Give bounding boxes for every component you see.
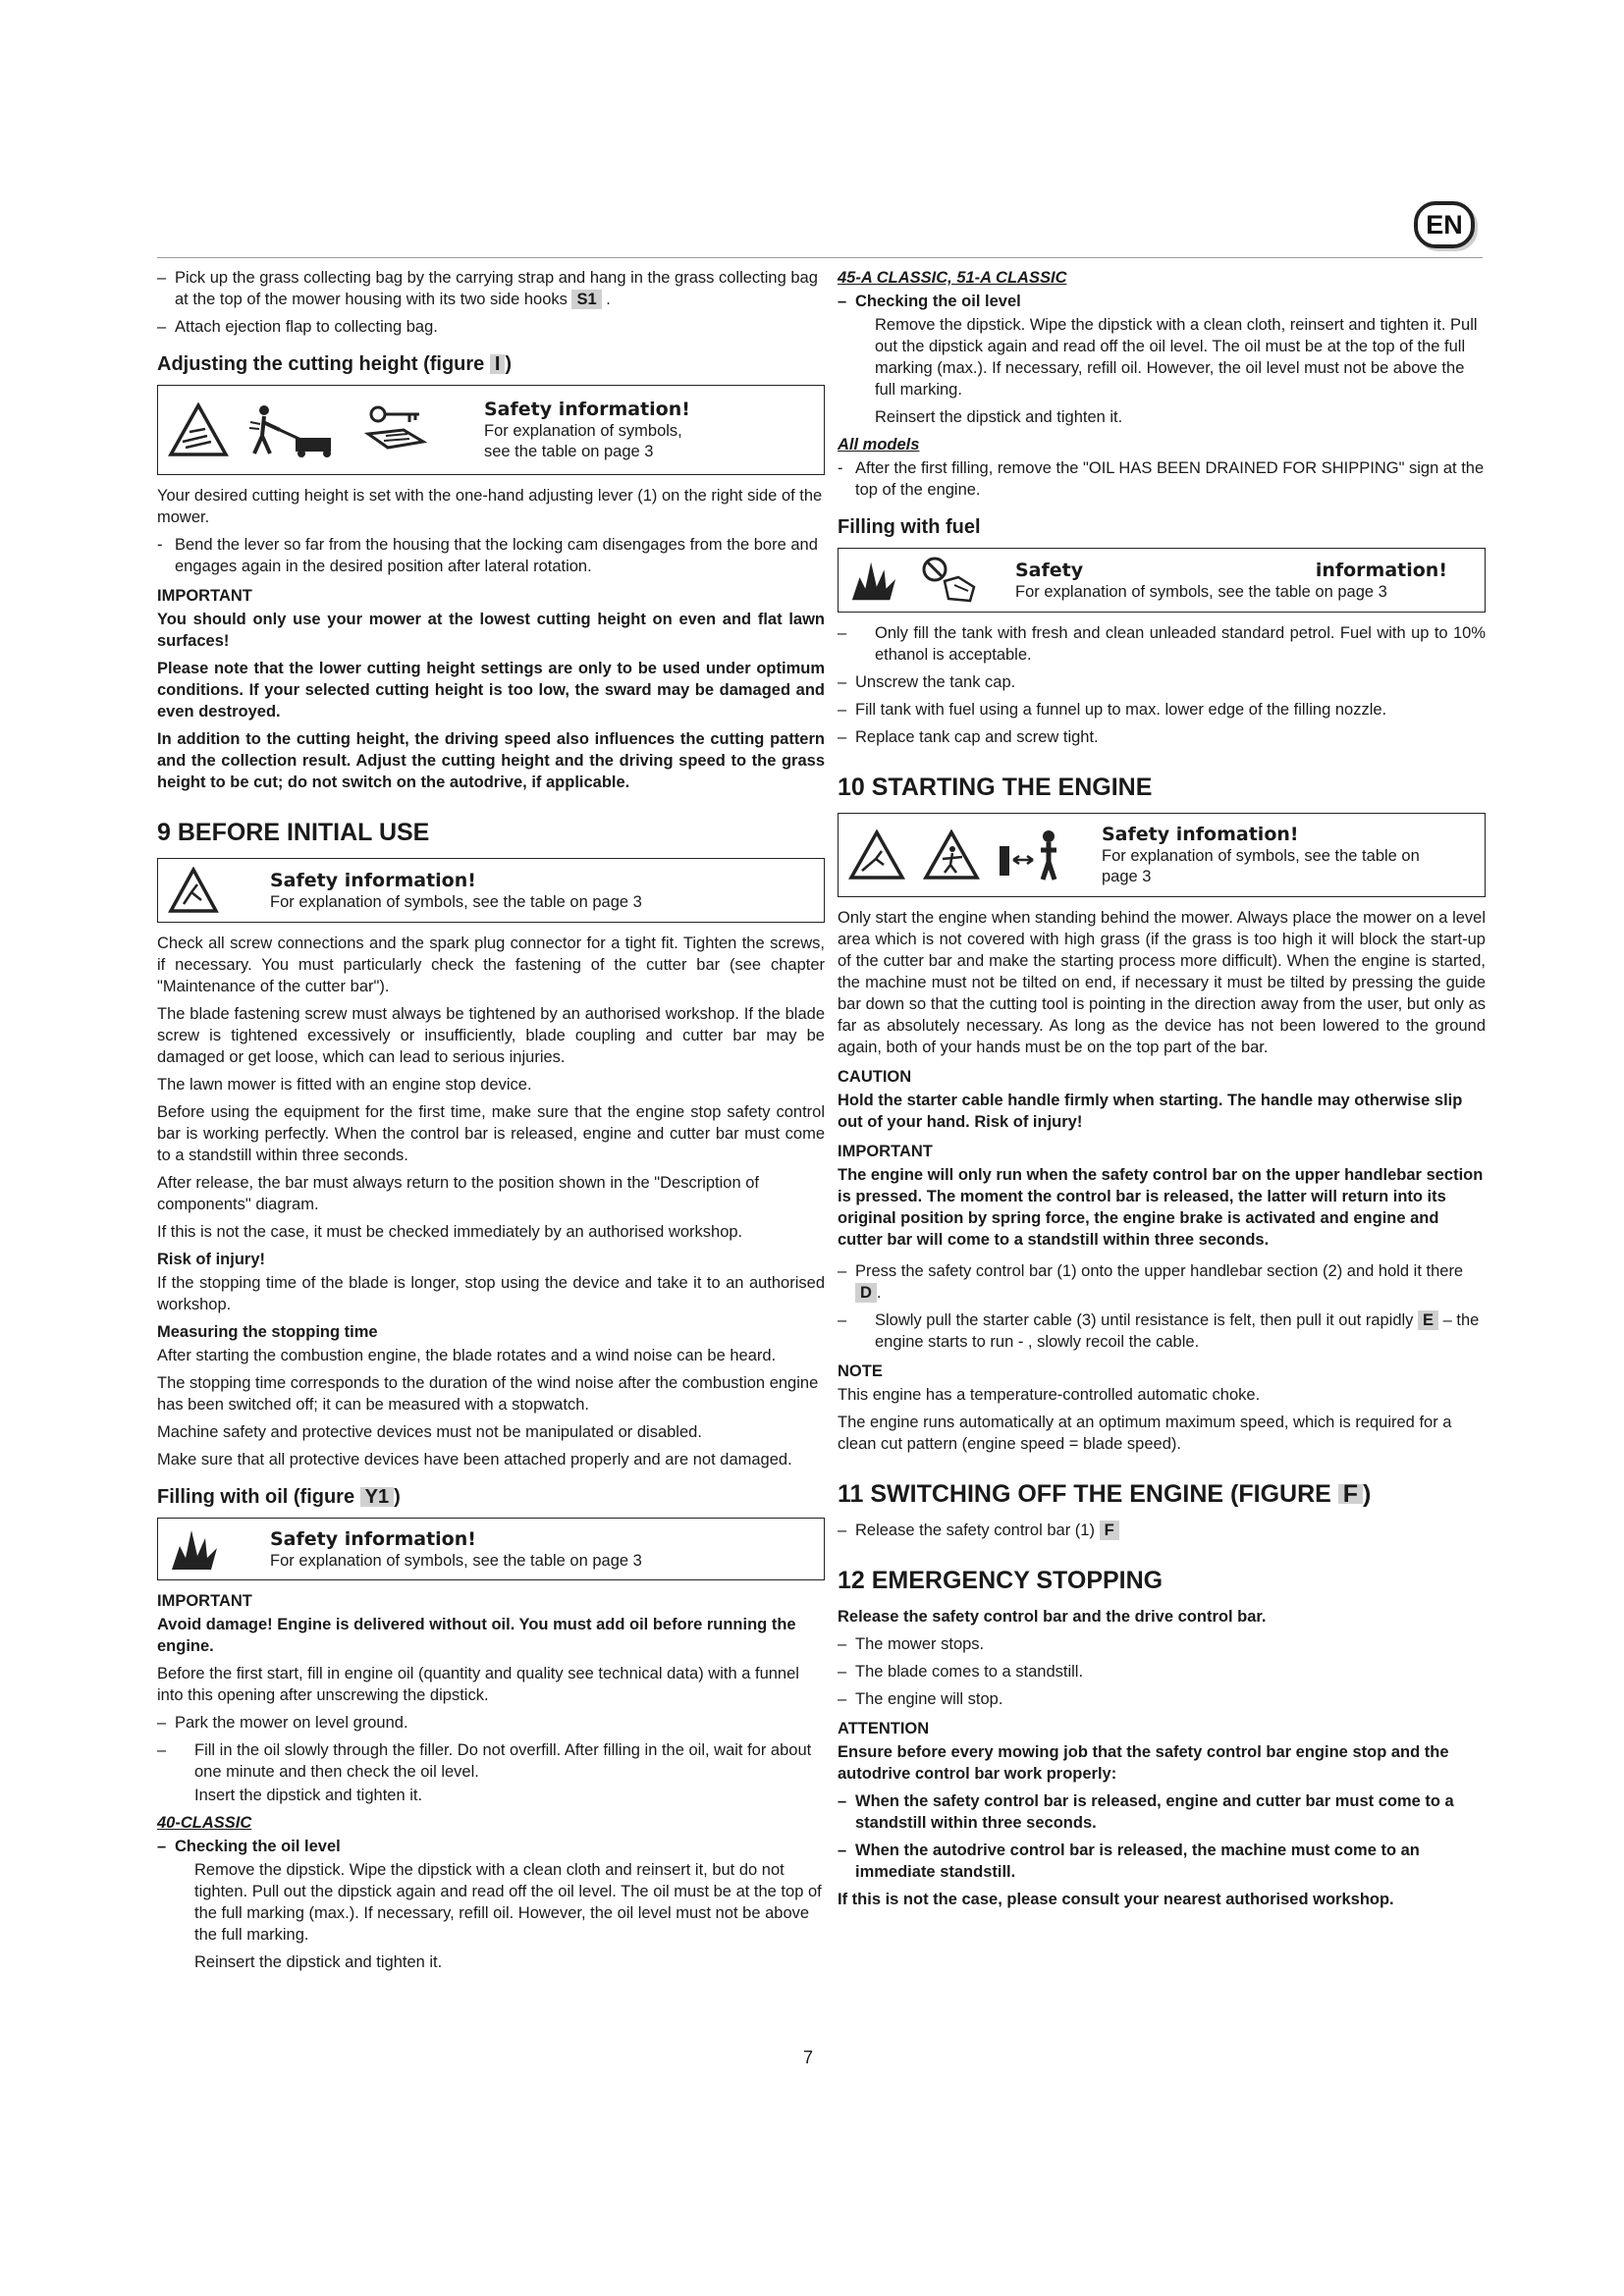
important-text: The engine will only run when the safety control bar on the upper handlebar section is pressed. The moment the control bar is released, the latter will return into its original position by spring force, the engine brake is activated and engine and cutter bar will come to a standstill within three seconds. (838, 1166, 1484, 1249)
paragraph: If this is not the case, it must be checked immediately by an authorised workshop. (157, 1223, 743, 1241)
paragraph: Remove the dipstick. Wipe the dipstick with a clean cloth and reinsert it, but do not tighten. Pull out the dipstick again and read off the oil level. The oil must be at the top of the full marking (max.). If necessary, refill oil. However, the oil level must not be above the full marking. (194, 1861, 822, 1944)
thrown-object-warning-icon (923, 829, 980, 881)
person-pushing-mower-icon (246, 402, 341, 457)
paragraph: Reinsert the dipstick and tighten it. (875, 408, 1123, 426)
figure-ref-y1: Y1 (360, 1487, 394, 1507)
left-column (157, 267, 825, 1979)
paragraph: Before using the equipment for the first time, make sure that the engine stop safety control bar is working perfectly. When the control bar is released, engine and cutter bar must come to a standstill within three seconds. (157, 1103, 825, 1164)
paragraph: Before the first start, fill in engine oil (quantity and quality see technical data) with a funnel into this opening after unscrewing the dipstick. (157, 1665, 799, 1704)
list-item: – Release the safety control bar (1) F (838, 1520, 1486, 1541)
safety-box-oil: Safety information! For explanation of symbols, see the table on page 3 (157, 1518, 825, 1580)
figure-ref-f: F (1100, 1521, 1119, 1540)
paragraph: After release, the bar must always return to the position shown in the "Description of components" diagram. (157, 1174, 759, 1213)
section-heading-starting-engine: 10 STARTING THE ENGINE (838, 774, 1153, 801)
list-item: – Unscrew the tank cap. (838, 673, 1016, 691)
paragraph: Your desired cutting height is set with the one-hand adjusting lever (1) on the right side of the mower. (157, 487, 823, 526)
paragraph: After starting the combustion engine, the blade rotates and a wind noise can be heard. (157, 1347, 777, 1364)
note-label: NOTE (838, 1362, 883, 1380)
explosion-icon (848, 558, 897, 603)
important-text: Please note that the lower cutting height settings are only to be used under optimum conditions. If your selected cutting height is too low, the sward may be damaged and even destroyed. (157, 660, 825, 721)
section-heading-before-initial-use: 9 BEFORE INITIAL USE (157, 819, 430, 846)
paragraph: The engine runs automatically at an optimum maximum speed, which is required for a clean cut pattern (engine speed = blade speed). (838, 1414, 1452, 1453)
list-item: - After the first filling, remove the "OIL HAS BEEN DRAINED FOR SHIPPING" sign at the top of the engine. (838, 459, 1485, 499)
safety-box-before-use: Safety information! For explanation of symbols, see the table on page 3 (157, 858, 825, 923)
right-column (838, 267, 1486, 1916)
list-item: – Only fill the tank with fresh and clean unleaded standard petrol. Fuel with up to 10% ethanol is acceptable. (838, 624, 1486, 664)
list-item: – The mower stops. (838, 1635, 985, 1653)
list-item: - Bend the lever so far from the housing that the locking cam disengages from the bore and engages again in the desired position after lateral rotation. (157, 536, 818, 575)
paragraph: Insert the dipstick and tighten it. (194, 1787, 423, 1804)
list-item: – Park the mower on level ground. (157, 1714, 408, 1732)
section-heading-cutting-height: Adjusting the cutting height (figure I ) (157, 353, 513, 375)
hand-injury-warning-icon (848, 829, 905, 881)
paragraph: Make sure that all protective devices have been attached properly and are not damaged. (157, 1451, 792, 1468)
paragraph: Machine safety and protective devices must not be manipulated or disabled. (157, 1423, 702, 1441)
paragraph: Reinsert the dipstick and tighten it. (194, 1953, 443, 1971)
section-heading-filling-oil: Filling with oil (figure Y1 ) (157, 1486, 401, 1508)
list-item: – The blade comes to a standstill. (838, 1663, 1084, 1681)
safety-box-fuel: Safety information! For explanation of symbols, see the table on page 3 (838, 548, 1486, 613)
warning-triangle-icon (168, 867, 219, 914)
paragraph: The blade fastening screw must always be tightened by an authorised workshop. If the blade screw is tightened excessively or insufficiently, blade coupling and cutter bar may be damaged or get loose, which can lead to serious injuries. (157, 1005, 825, 1066)
list-item: – The engine will stop. (838, 1690, 1003, 1708)
list-item: – When the safety control bar is released, engine and cutter bar must come to a standstill within three seconds. (838, 1792, 1454, 1832)
measure-label: Measuring the stopping time (157, 1323, 378, 1341)
keep-distance-icon (998, 828, 1066, 881)
caution-text: Hold the starter cable handle firmly when starting. The handle may otherwise slip out of your hand. Risk of injury! (838, 1092, 1463, 1131)
figure-ref-e: E (1418, 1310, 1438, 1330)
figure-ref-d: D (855, 1283, 877, 1303)
section-heading-switching-off: 11 SWITCHING OFF THE ENGINE (FIGURE F ) (838, 1480, 1372, 1508)
important-label: IMPORTANT (157, 587, 252, 605)
model-label: 45-A CLASSIC, 51-A CLASSIC (838, 269, 1067, 287)
list-item: – Press the safety control bar (1) onto the upper handlebar section (2) and hold it there D . (838, 1262, 1464, 1302)
paragraph: If the stopping time of the blade is longer, stop using the device and take it to an authorised workshop. (157, 1274, 825, 1313)
important-text: Avoid damage! Engine is delivered without oil. You must add oil before running the engine. (157, 1616, 796, 1655)
caution-label: CAUTION (838, 1068, 912, 1086)
list-item: – Pick up the grass collecting bag by the carrying strap and hang in the grass collecting bag at the top of the mower housing with its two side hooks S1 . (157, 269, 818, 308)
list-item: – Checking the oil level (157, 1838, 341, 1855)
paragraph: Check all screw connections and the spark plug connector for a tight fit. Tighten the screws, if necessary. You must particularly check the fastening of the cutter bar (see chapter "Maintenance of the cutter bar"). (157, 934, 825, 995)
important-label: IMPORTANT (838, 1143, 933, 1160)
figure-ref-i: I (490, 354, 506, 374)
key-and-manual-icon (358, 402, 431, 457)
section-heading-filling-fuel: Filling with fuel (838, 516, 981, 538)
no-smoking-fuel-icon (915, 556, 986, 605)
list-item: – Fill tank with fuel using a funnel up to max. lower edge of the filling nozzle. (838, 701, 1387, 719)
paragraph: The stopping time corresponds to the duration of the wind noise after the combustion engine has been switched off; it can be measured with a stopwatch. (157, 1374, 819, 1414)
page-number: 7 (803, 2048, 814, 2067)
figure-ref-f: F (1338, 1484, 1363, 1504)
list-item: – Fill in the oil slowly through the filler. Do not overfill. After filling in the oil, wait for about one minute and then check the oil level. (157, 1741, 812, 1781)
paragraph: Remove the dipstick. Wipe the dipstick with a clean cloth, reinsert and tighten it. Pull out the dipstick again and read off the oil level. The oil must be at the top of the full marking (max.). If necessary, refill oil. However, the oil level must not be above the full marking. (875, 316, 1478, 399)
attention-text: Ensure before every mowing job that the safety control bar engine stop and the autodrive control bar work properly: (838, 1743, 1449, 1783)
risk-label: Risk of injury! (157, 1251, 266, 1268)
warning-triangle-icon (168, 402, 229, 457)
all-models-label: All models (838, 436, 920, 454)
paragraph: The lawn mower is fitted with an engine stop device. (157, 1076, 532, 1094)
model-label: 40-CLASSIC (157, 1814, 252, 1832)
explosion-icon (168, 1526, 219, 1572)
figure-ref-s1: S1 (571, 290, 601, 309)
important-text: You should only use your mower at the lowest cutting height on even and flat lawn surfaces! (157, 611, 825, 650)
safety-box-starting: Safety infomation! For explanation of symbols, see the table on page 3 (838, 813, 1486, 897)
language-badge: EN (1414, 201, 1475, 248)
list-item: – Replace tank cap and screw tight. (838, 728, 1099, 746)
final-note: If this is not the case, please consult your nearest authorised workshop. (838, 1891, 1394, 1908)
header-rule (157, 257, 1483, 258)
list-item: – When the autodrive control bar is released, the machine must come to an immediate standstill. (838, 1842, 1420, 1881)
list-item: – Attach ejection flap to collecting bag. (157, 318, 438, 336)
paragraph: This engine has a temperature-controlled automatic choke. (838, 1386, 1261, 1404)
list-item: – Checking the oil level (838, 293, 1021, 310)
important-text: In addition to the cutting height, the driving speed also influences the cutting pattern and the collection result. Adjust the cutting height and the driving speed to the grass height to be cut; do not switch on the autodrive, if applicable. (157, 730, 825, 791)
important-label: IMPORTANT (157, 1592, 252, 1610)
safety-box-cutting: Safety information! For explanation of symbols, see the table on page 3 (157, 385, 825, 475)
section-heading-emergency: 12 EMERGENCY STOPPING (838, 1567, 1164, 1594)
important-text: Release the safety control bar and the drive control bar. (838, 1608, 1267, 1626)
attention-label: ATTENTION (838, 1720, 930, 1737)
list-item: – Slowly pull the starter cable (3) until resistance is felt, then pull it out rapidly E – the engine starts to run - , slowly recoil the cable. (838, 1311, 1480, 1351)
paragraph: Only start the engine when standing behind the mower. Always place the mower on a level area which is not covered with high grass (if the grass is too high it will block the start-up of the cutter bar and make the starting process more difficult). When the engine is started, the machine must not be tilted on end, if necessary it must be tilted by pressing the guide bar down so that the cutting tool is pointing in the direction away from the user, but only as far as absolutely necessary. As long as the device has not been lowered to the ground again, both of your hands must be on the top part of the bar. (838, 909, 1486, 1056)
